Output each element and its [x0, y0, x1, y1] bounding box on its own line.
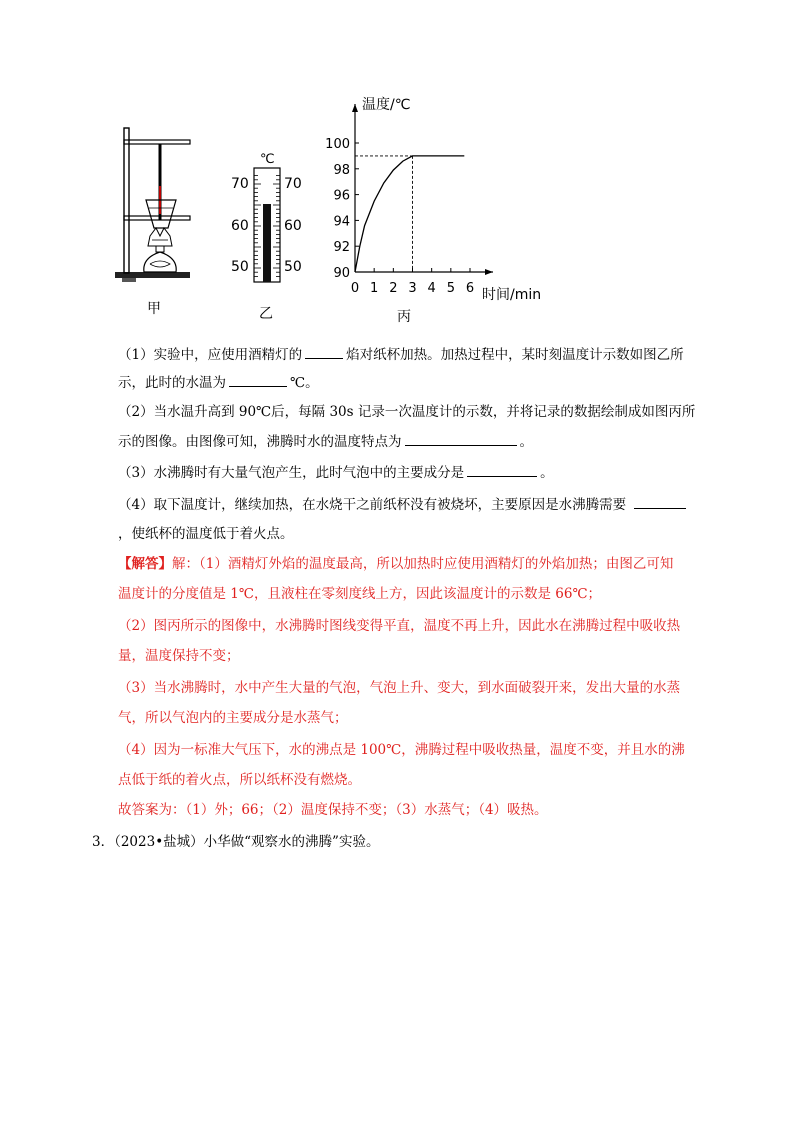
blank-bubble-content [467, 462, 537, 477]
figure-label-bing: 丙 [397, 309, 411, 325]
y-tick-label: 94 [333, 214, 350, 230]
figure-area [0, 0, 800, 340]
answer-summary: 故答案为：（1）外；66；（2）温度保持不变；（3）水蒸气；（4）吸热。 [118, 802, 548, 818]
question-1-line-2: 示，此时的水温为 ℃。 [118, 372, 319, 393]
answer-line-2: 温度计的分度值是 1℃，且液柱在零刻度线上方，因此该温度计的示数是 66℃； [118, 586, 602, 602]
y-tick-label: 100 [325, 137, 350, 152]
thermometer-unit: ℃ [260, 152, 275, 167]
answer-line-5: （3）当水沸腾时，水中产生大量的气泡，气泡上升、变大，到水面破裂开来，发出大量的水蒸 [118, 680, 681, 696]
y-tick-label: 96 [333, 188, 350, 204]
blank-boiling-needs [634, 494, 686, 509]
question-3: （3）水沸腾时有大量气泡产生，此时气泡中的主要成分是 。 [118, 462, 554, 483]
scale-left-50: 50 [231, 259, 249, 275]
question-4-line-2: ，使纸杯的温度低于着火点。 [118, 526, 294, 542]
answer-line-4: 量，温度保持不变； [118, 648, 240, 664]
scale-right-60: 60 [284, 218, 302, 234]
chart-y-label: 温度/℃ [362, 97, 411, 113]
question-2-line-2: 示的图像。由图像可知，沸腾时水的温度特点为 。 [118, 431, 533, 452]
question-1-line-1: （1）实验中，应使用酒精灯的 焰对纸杯加热。加热过程中，某时刻温度计示数如图乙所 [118, 344, 684, 365]
answer-line-6: 气，所以气泡内的主要成分是水蒸气； [118, 710, 348, 726]
scale-right-50: 50 [284, 259, 302, 275]
y-tick-label: 98 [333, 162, 350, 178]
answer-line-1: 【解答】解：（1）酒精灯外焰的温度最高，所以加热时应使用酒精灯的外焰加热；由图乙可知 [118, 556, 674, 572]
x-tick-label: 5 [446, 281, 455, 296]
question-2-line-1: （2）当水温升高到 90℃后，每隔 30s 记录一次温度计的示数，并将记录的数据绘制成如图丙所 [118, 404, 696, 420]
x-tick-label: 4 [427, 281, 436, 296]
x-tick-label: 3 [408, 281, 417, 296]
figure-label-jia: 甲 [147, 301, 161, 317]
y-axis-arrow [352, 104, 358, 112]
question-4-line-1: （4）取下温度计，继续加热，在水烧干之前纸杯没有被烧坏，主要原因是水沸腾需要 [118, 494, 689, 515]
y-tick-label: 90 [333, 266, 350, 281]
chart-x-label: 时间/min [482, 287, 542, 303]
answer-line-7: （4）因为一标准大气压下，水的沸点是 100℃，沸腾过程中吸收热量，温度不变，并且水的沸 [118, 742, 685, 758]
answer-line-3: （2）图丙所示的图像中，水沸腾时图线变得平直，温度不再上升，因此水在沸腾过程中吸收热 [118, 618, 681, 634]
scale-left-60: 60 [231, 218, 249, 234]
x-tick-label: 6 [465, 281, 475, 296]
next-question: 3．（2023•盐城）小华做“观察水的沸腾”实验。 [92, 834, 380, 850]
x-tick-label: 2 [389, 281, 398, 296]
scale-left-70: 70 [231, 176, 249, 192]
x-tick-label: 1 [370, 281, 379, 296]
temperature-curve [355, 156, 464, 272]
answer-line-8: 点低于纸的着火点，所以纸杯没有燃烧。 [118, 772, 361, 788]
temperature-time-chart [0, 0, 800, 340]
x-tick-label: 0 [350, 281, 360, 296]
blank-boiling-feature [405, 431, 517, 446]
blank-flame [305, 344, 343, 359]
x-axis-arrow [485, 269, 493, 275]
blank-water-temp [229, 372, 287, 387]
scale-right-70: 70 [284, 176, 302, 192]
figure-label-yi: 乙 [259, 306, 273, 322]
y-tick-label: 92 [333, 240, 350, 256]
